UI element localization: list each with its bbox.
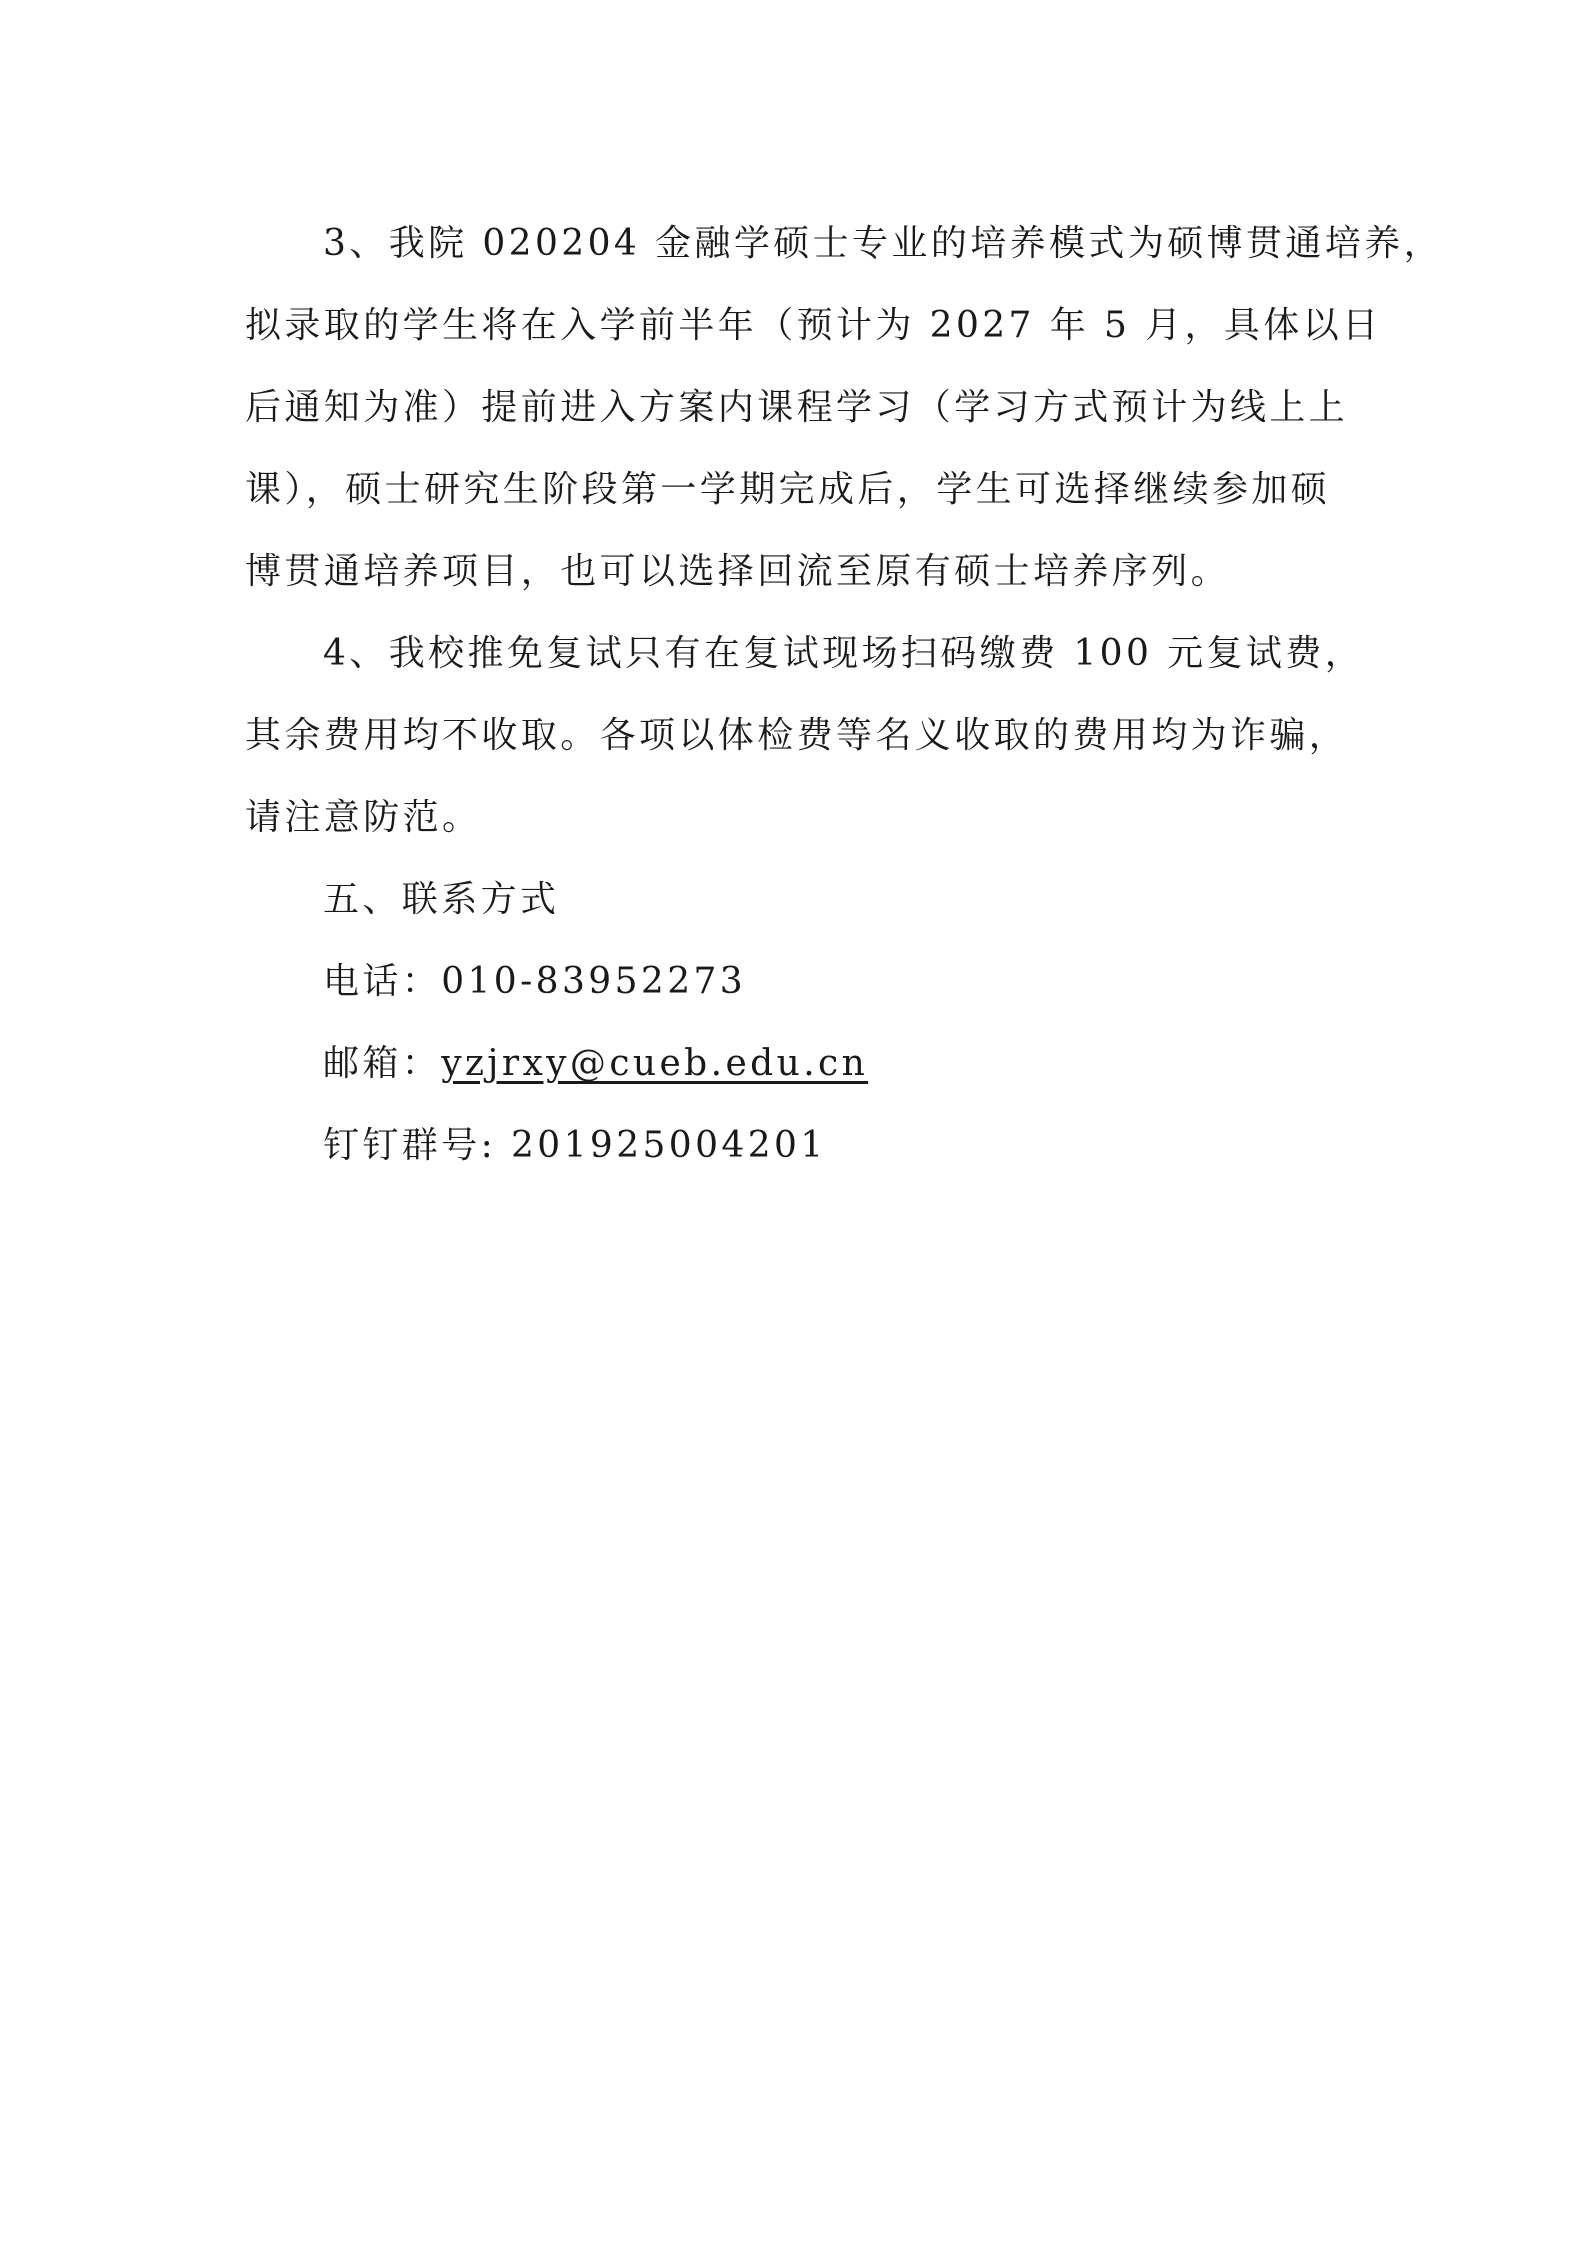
paragraph-line: 请注意防范。 [245, 797, 482, 838]
contact-section [245, 859, 1370, 1187]
phone-value: 010-83952273 [441, 961, 747, 1002]
dingtalk-row [245, 1105, 1370, 1187]
paragraph-line: 博贯通培养项目，也可以选择回流至原有硕士培养序列。 [245, 551, 1231, 592]
email-row [245, 1023, 1370, 1105]
phone-row [245, 941, 1370, 1023]
phone-label: 电话： [323, 961, 442, 1002]
paragraph-line: 课），硕士研究生阶段第一学期完成后，学生可选择继续参加硕 [245, 469, 1331, 510]
email-link[interactable]: yzjrxy@cueb.edu.cn [441, 1043, 869, 1084]
email-label: 邮箱： [323, 1043, 442, 1084]
dingtalk-value: 201925004201 [510, 1125, 827, 1166]
contact-heading: 五、联系方式 [323, 879, 560, 920]
paragraph-item-3 [245, 203, 1444, 613]
paragraph-line: 3、我院 020204 金融学硕士专业的培养模式为硕博贯通培养， [323, 223, 1444, 264]
paragraph-line: 其余费用均不收取。各项以体检费等名义收取的费用均为诈骗， [245, 715, 1349, 756]
document-body [245, 203, 1444, 1187]
paragraph-item-4 [245, 613, 1370, 859]
dingtalk-label: 钉钉群号: [323, 1125, 511, 1166]
paragraph-line: 4、我校推免复试只有在复试现场扫码缴费 100 元复试费， [323, 633, 1365, 674]
paragraph-line: 拟录取的学生将在入学前半年（预计为 2027 年 5 月，具体以日 [245, 305, 1382, 346]
paragraph-line: 后通知为准）提前进入方案内课程学习（学习方式预计为线上上 [245, 387, 1349, 428]
